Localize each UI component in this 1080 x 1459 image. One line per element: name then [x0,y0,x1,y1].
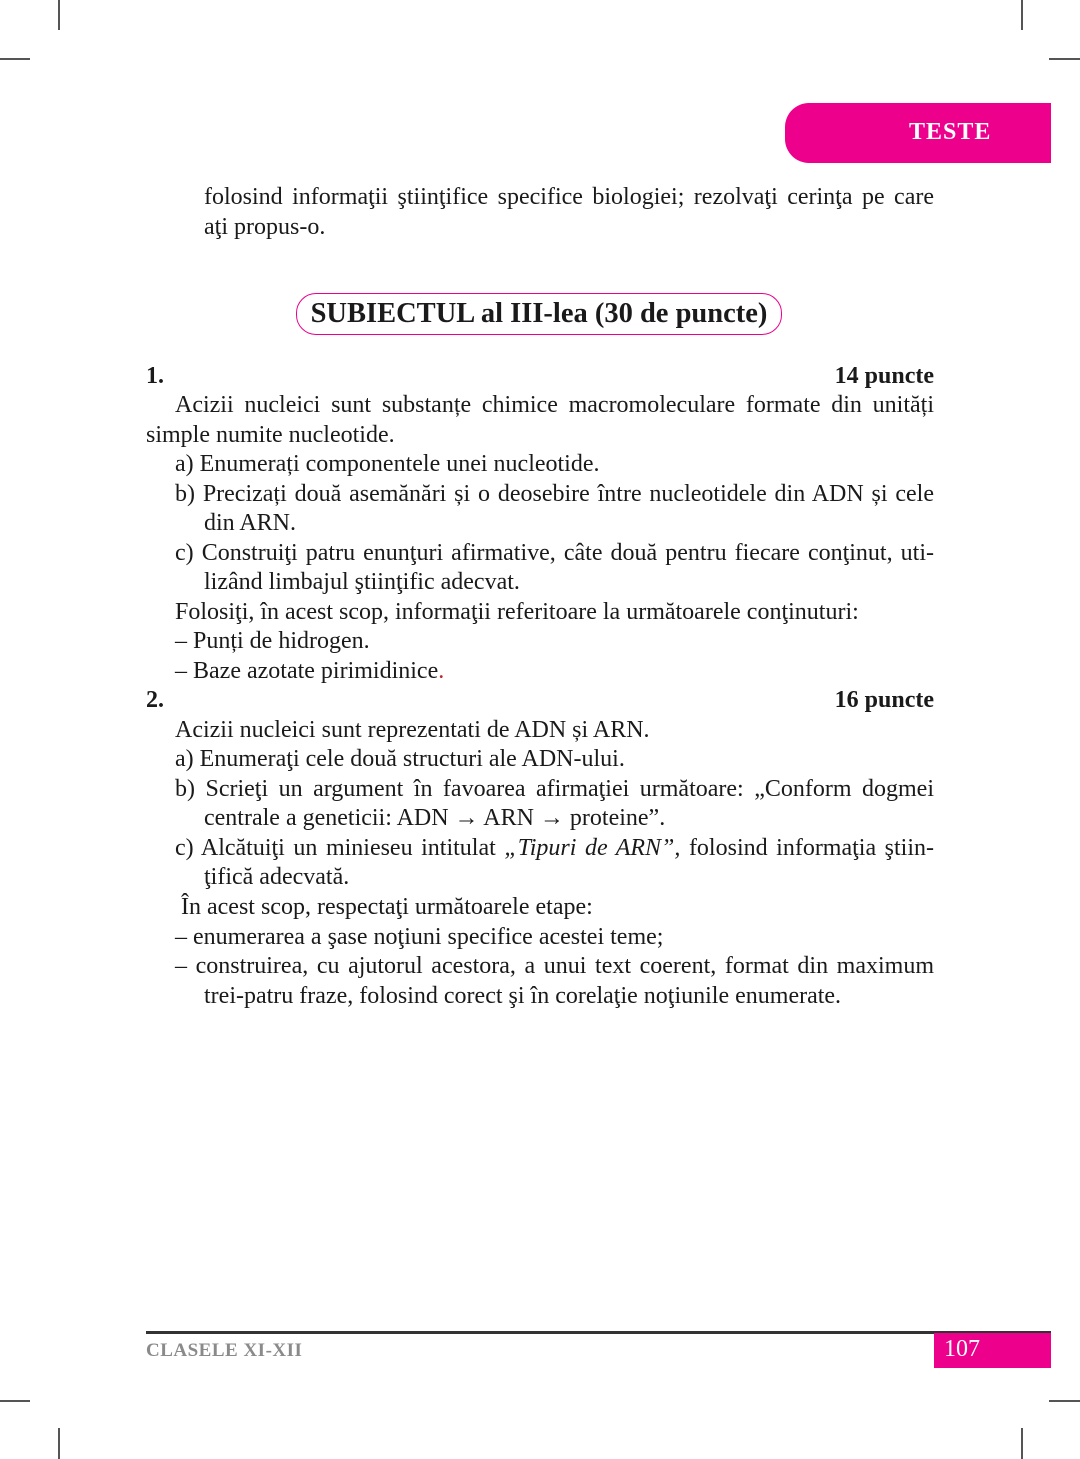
q2-item-a: a) Enumeraţi cele două structuri ale ADN-ului. [175,746,625,772]
q1-item-b-line-1: b) Precizați două asemănări și o deosebire între nucleotidele din ADN și cele [175,481,934,507]
q2-bullet-1: – enumerarea a şase noţiuni specifice acestei teme; [175,924,664,950]
q1-points: 14 puncte [834,363,934,389]
q1-intro-line-1: Acizii nucleici sunt substanțe chimice macromoleculare formate din unități [175,392,934,418]
q2-item-c-line-2: ţifică adecvată. [204,864,350,890]
page-number: 107 [944,1336,980,1362]
q1-intro-line-2: simple numite nucleotide. [146,422,395,448]
q2-item-c-line-1 [175,834,934,864]
q1-instruction: Folosiţi, în acest scop, informaţii referitoare la următoarele conţinuturi: [175,599,859,625]
q1-bullet-2 [175,657,444,687]
intro-line-1: folosind informaţii ştiinţifice specifice biologiei; rezolvaţi cerinţa pe care [204,184,934,210]
q2-item-b-line-1: b) Scrieţi un argument în favoarea afirmaţiei următoare: „Conform dogmei [175,776,934,802]
q2-bullet-2-line-2: trei-patru fraze, folosind corect şi în corelaţie noţiunile enumerate. [204,983,842,1009]
q2-intro: Acizii nucleici sunt reprezentati de ADN și ARN. [175,717,650,743]
q1-item-b-line-2: din ARN. [204,510,297,536]
q2-bullet-2-line-1: – construirea, cu ajutorul acestora, a unui text coerent, format din maximum [175,953,934,979]
crop-mark-tl-v [58,0,60,30]
q2-points: 16 puncte [834,687,934,713]
crop-mark-tl-h [0,58,30,60]
q1-bullet-1: – Punți de hidrogen. [175,628,370,654]
q2-number: 2. [146,687,164,713]
q2-item-c-title: „Tipuri de ARN”, [504,835,681,861]
crop-mark-br-h [1049,1400,1080,1402]
crop-mark-bl-v [58,1428,60,1459]
crop-mark-tr-h [1049,58,1080,60]
q2-instruction: În acest scop, respectaţi următoarele etape: [181,894,593,920]
q2-item-c-pre: c) Alcătuiţi un minieseu intitulat [175,835,505,861]
q2-item-c-post: folosind informaţia ştiin- [680,835,934,861]
crop-mark-bl-h [0,1400,30,1402]
footer-label: CLASELE XI-XII [146,1340,303,1361]
section-tab-label: TESTE [909,119,992,145]
q2-item-b-line-2: centrale a geneticii: ADN → ARN → proteine”. [204,805,666,831]
q1-item-a: a) Enumerați componentele unei nucleotide. [175,451,600,477]
crop-mark-tr-v [1021,0,1023,30]
intro-line-2: aţi propus-o. [204,214,326,240]
q1-bullet-2-text: – Baze azotate pirimidinice [175,658,439,684]
crop-mark-br-v [1021,1428,1023,1459]
q1-item-c-line-2: lizând limbajul ştiinţific adecvat. [204,569,520,595]
subject-title: SUBIECTUL al III-lea (30 de puncte) [296,293,782,335]
footer-rule [146,1331,1051,1334]
page-number-box [934,1333,1051,1368]
q1-number: 1. [146,363,164,389]
section-tab [785,103,1051,163]
q1-bullet-2-punct: . [438,658,445,684]
q1-item-c-line-1: c) Construiţi patru enunţuri afirmative, câte două pentru fiecare conţinut, uti- [175,540,934,566]
